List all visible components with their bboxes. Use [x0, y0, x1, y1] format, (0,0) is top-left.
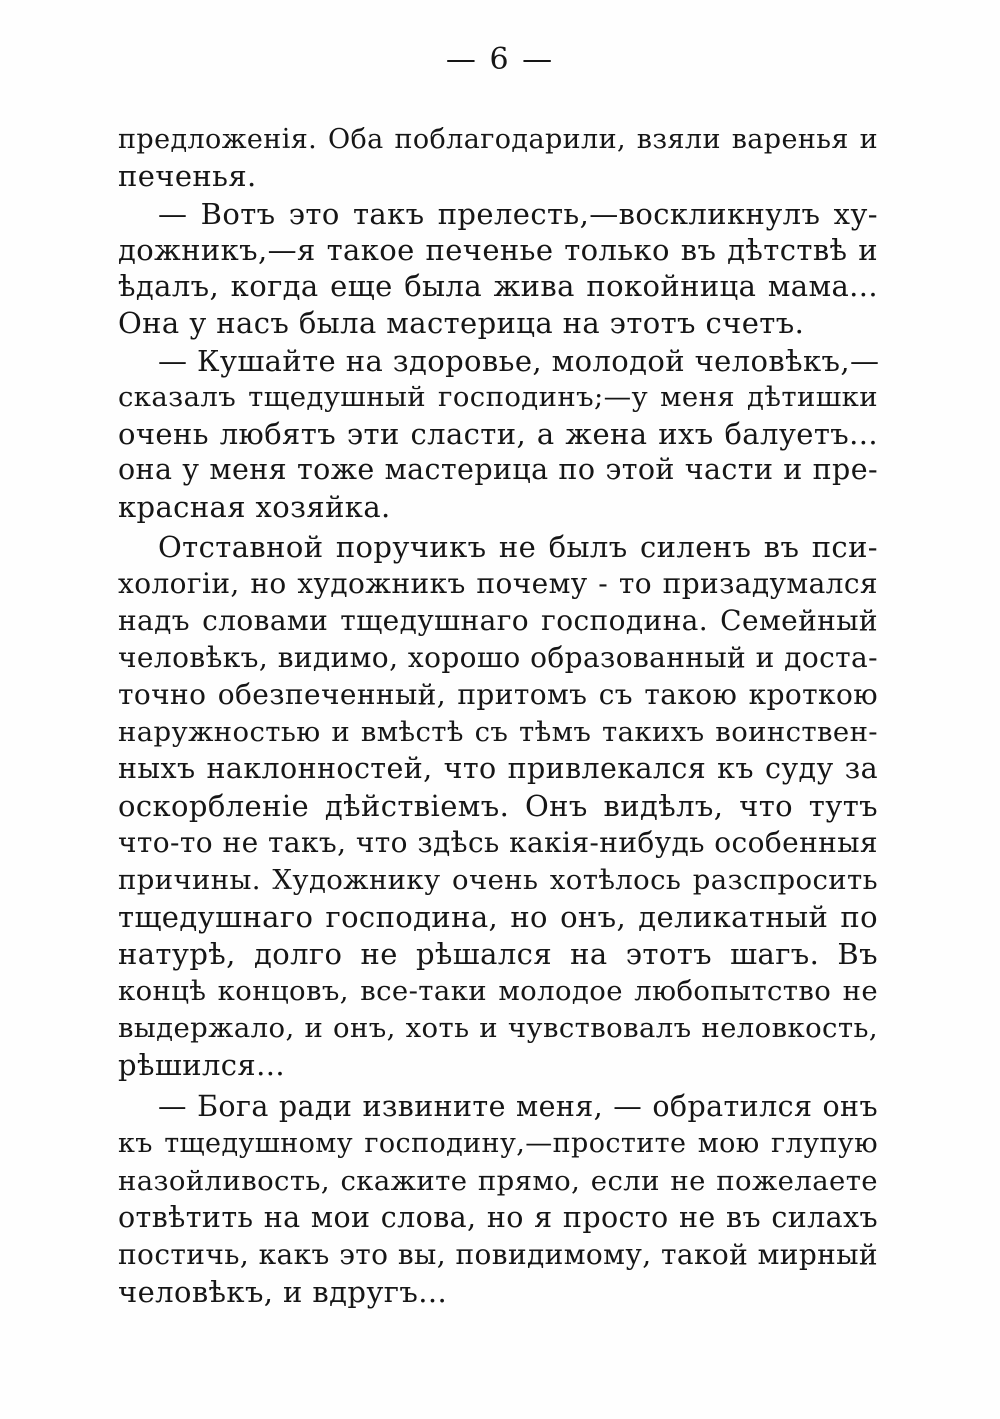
text-line: человѣкъ, видимо, хорошо образованный и доста-	[118, 641, 878, 674]
text-line: Она у насъ была мастерица на этотъ счетъ.	[118, 306, 805, 340]
text-line: рѣшился...	[118, 1048, 285, 1082]
text-line: натурѣ, долго не рѣшался на этотъ шагъ. Въ	[118, 937, 878, 971]
text-line: дожникъ,—я такое печенье только въ дѣтствѣ и	[118, 233, 878, 267]
text-line: человѣкъ, и вдругъ...	[118, 1275, 448, 1309]
text-line: наружностью и вмѣстѣ съ тѣмъ такихъ воинствен-	[118, 716, 878, 748]
text-line: печенья.	[118, 159, 257, 193]
text-line: ѣдалъ, когда еще была жива покойница мама...	[118, 269, 878, 303]
text-line: что-то не такъ, что здѣсь какія-нибудь особенныя	[118, 826, 878, 859]
text-line: — Вотъ это такъ прелесть,—воскликнулъ ху-	[158, 197, 878, 231]
text-line: сказалъ тщедушный господинъ;—у меня дѣтишки	[118, 381, 878, 413]
text-line: къ тщедушному господину,—простите мою глупую	[118, 1128, 878, 1159]
text-line: назойливость, скажите прямо, если не пожелаете	[118, 1165, 878, 1197]
text-line: надъ словами тщедушнаго господина. Семейный	[118, 604, 878, 637]
text-line: хологіи, но художникъ почему - то призадумался	[118, 567, 878, 600]
text-line: красная хозяйка.	[118, 490, 391, 524]
text-line: Отставной поручикъ не былъ силенъ въ пси-	[158, 530, 878, 564]
text-line: — Бога ради извините меня, — обратился онъ	[158, 1090, 878, 1123]
text-line: концѣ концовъ, все-таки молодое любопытство не	[118, 975, 878, 1007]
text-line: точно обезпеченный, притомъ съ такою кроткою	[118, 678, 878, 711]
text-line: тщедушнаго господина, но онъ, деликатный по	[118, 900, 878, 934]
page-number: — 6 —	[445, 42, 555, 77]
text-line: ныхъ наклонностей, что привлекался къ суду за	[118, 752, 878, 785]
text-line: — Кушайте на здоровье, молодой человѣкъ,—	[158, 344, 880, 378]
text-line: выдержало, и онъ, хоть и чувствовалъ неловкость,	[118, 1012, 878, 1044]
text-line: постичь, какъ это вы, повидимому, такой мирный	[118, 1238, 878, 1271]
text-line: очень любятъ эти сласти, а жена ихъ балуетъ...	[118, 417, 878, 451]
text-line: причины. Художнику очень хотѣлось разспросить	[118, 864, 878, 896]
text-line: отвѣтить на мои слова, но я просто не въ силахъ	[118, 1201, 878, 1234]
text-line: она у меня тоже мастерица по этой части и пре-	[118, 453, 878, 486]
text-line: оскорбленіе дѣйствіемъ. Онъ видѣлъ, что тутъ	[118, 789, 878, 823]
text-line: предложенія. Оба поблагодарили, взяли варенья и	[118, 124, 878, 155]
